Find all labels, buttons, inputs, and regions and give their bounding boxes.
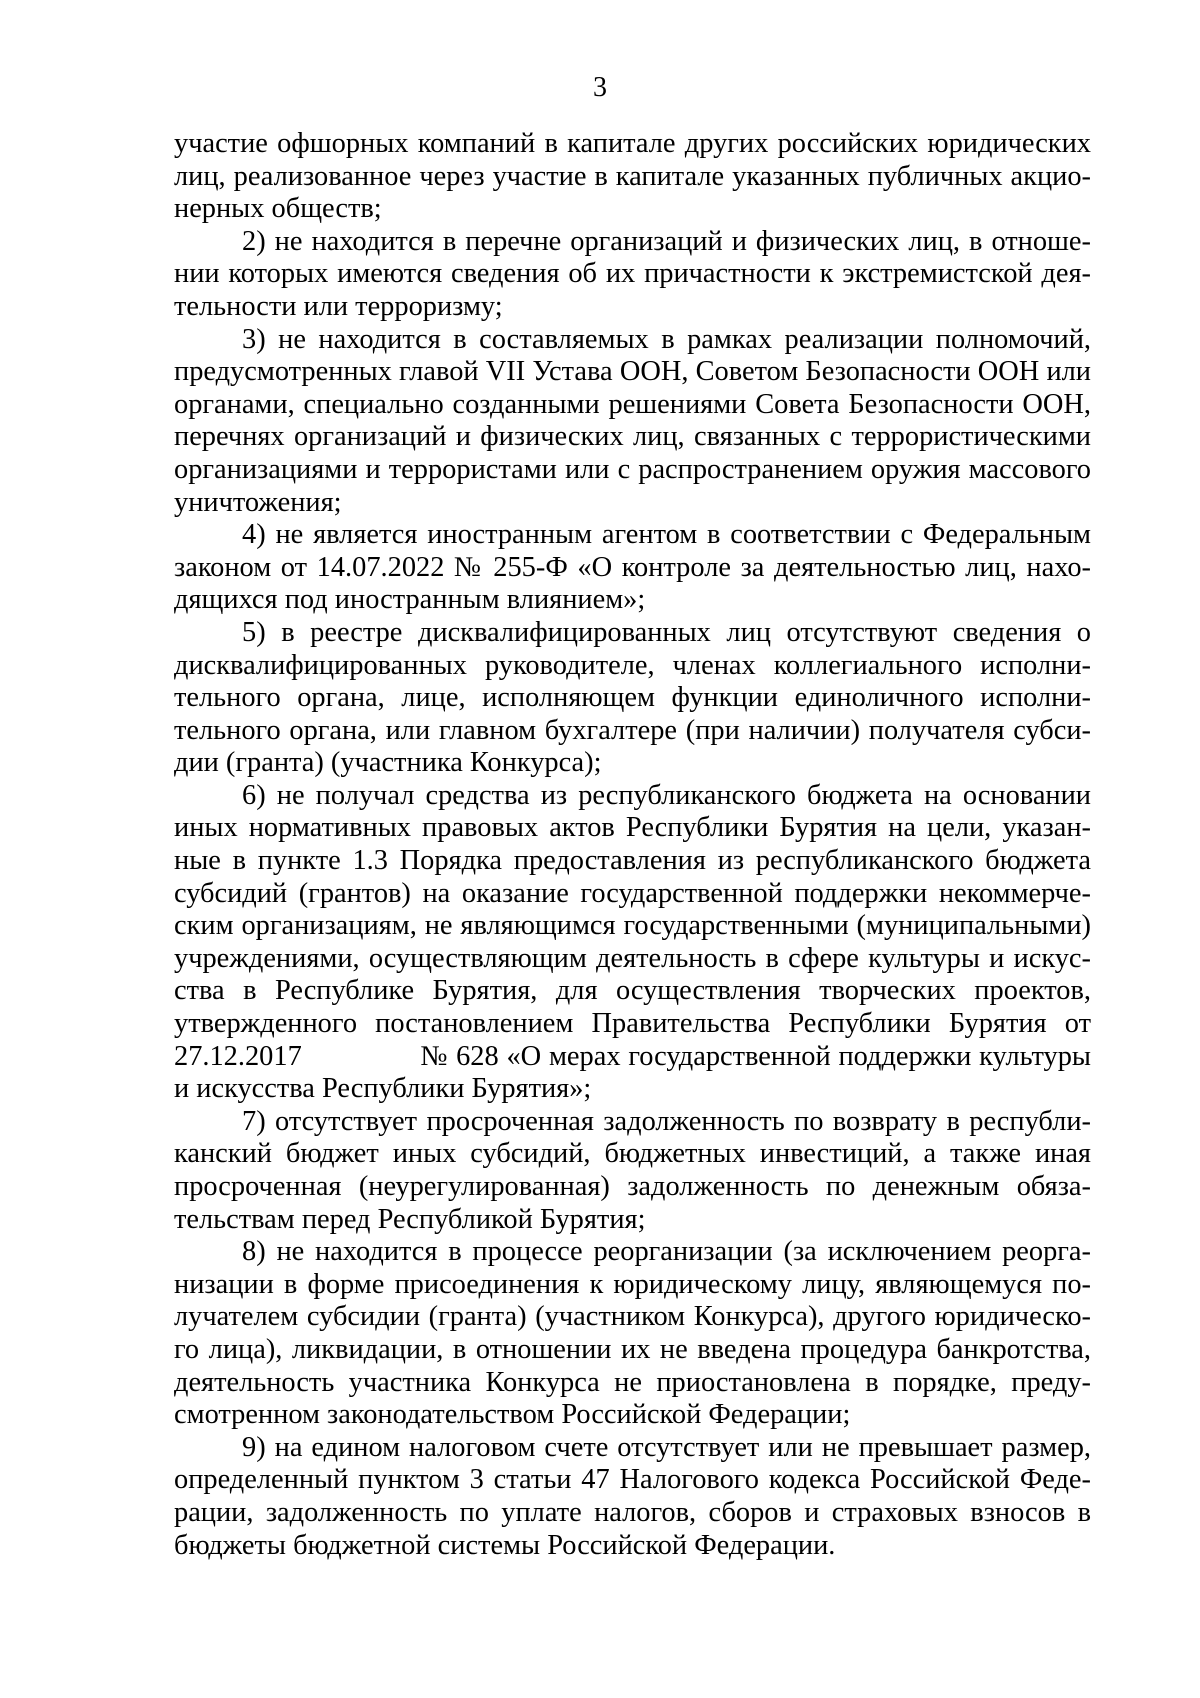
resolution-title: № 628 «О мерах государственной поддержки культуры и искусства Республики Бурятия»; [174,1040,1091,1105]
paragraph-item-6 [174,780,1091,1106]
paragraph-continuation: участие офшорных компаний в капитале других российских юридических лиц, реализованное через участие в капитале указанных публичных акционерных обществ; [174,128,1091,225]
paragraph-item-9: 9) на едином налоговом счете отсутствует или не превышает размер, определенный пунктом 3 статьи 47 Налогового кодекса Российской Федерации, задолженность по уплате налогов, сборов и страховых взносов в бюджеты бюджетной системы Российской Федерации. [174,1431,1091,1561]
paragraph-item-6-text: 6) не получал средства из республиканского бюджета на основании иных нормативных правовых актов Республики Бурятия на цели, указанные в пункте 1.3 Порядка предоставления из республиканского бюджета субсидий (грантов) на оказание государственной поддержки некоммерческим организациям, не являющимся государственными (муниципальными) учреждениями, осуществляющим деятельность в сфере культуры и искусства в Республике Бурятия, для осуществления творческих проектов, утвержденного постановлением Правительства Республики Бурятия от [174,779,1091,1040]
document-body [174,128,1091,1562]
paragraph-item-5: 5) в реестре дисквалифицированных лиц отсутствуют сведения о дисквалифицированных руководителе, членах коллегиального исполнительного органа, лице, исполняющем функции единоличного исполнительного органа, или главном бухгалтере (при наличии) получателя субсидии (гранта) (участника Конкурса); [174,616,1091,779]
paragraph-item-4: 4) не является иностранным агентом в соответствии с Федеральным законом от 14.07.2022 № 255-Ф «О контроле за деятельностью лиц, находящихся под иностранным влиянием»; [174,519,1091,616]
paragraph-item-7: 7) отсутствует просроченная задолженность по возврату в республиканский бюджет иных субсидий, бюджетных инвестиций, а также иная просроченная (неурегулированная) задолженность по денежным обязательствам перед Республикой Бурятия; [174,1105,1091,1235]
resolution-date: 27.12.2017 [174,1040,302,1072]
paragraph-item-8: 8) не находится в процессе реорганизации (за исключением реорганизации в форме присоединения к юридическому лицу, являющемуся получателем субсидии (гранта) (участником Конкурса), другого юридического лица), ликвидации, в отношении их не введена процедура банкротства, деятельность участника Конкурса не приостановлена в порядке, предусмотренном законодательством Российской Федерации; [174,1236,1091,1431]
paragraph-item-2: 2) не находится в перечне организаций и физических лиц, в отношении которых имеются сведения об их причастности к экстремистской деятельности или терроризму; [174,225,1091,322]
paragraph-item-3: 3) не находится в составляемых в рамках реализации полномочий, предусмотренных главой VII Устава ООН, Советом Безопасности ООН или органами, специально созданными решениями Совета Безопасности ООН, перечнях организаций и физических лиц, связанных с террористическими организациями и террористами или с распространением оружия массового уничтожения; [174,323,1091,518]
page-number: 3 [593,72,607,103]
